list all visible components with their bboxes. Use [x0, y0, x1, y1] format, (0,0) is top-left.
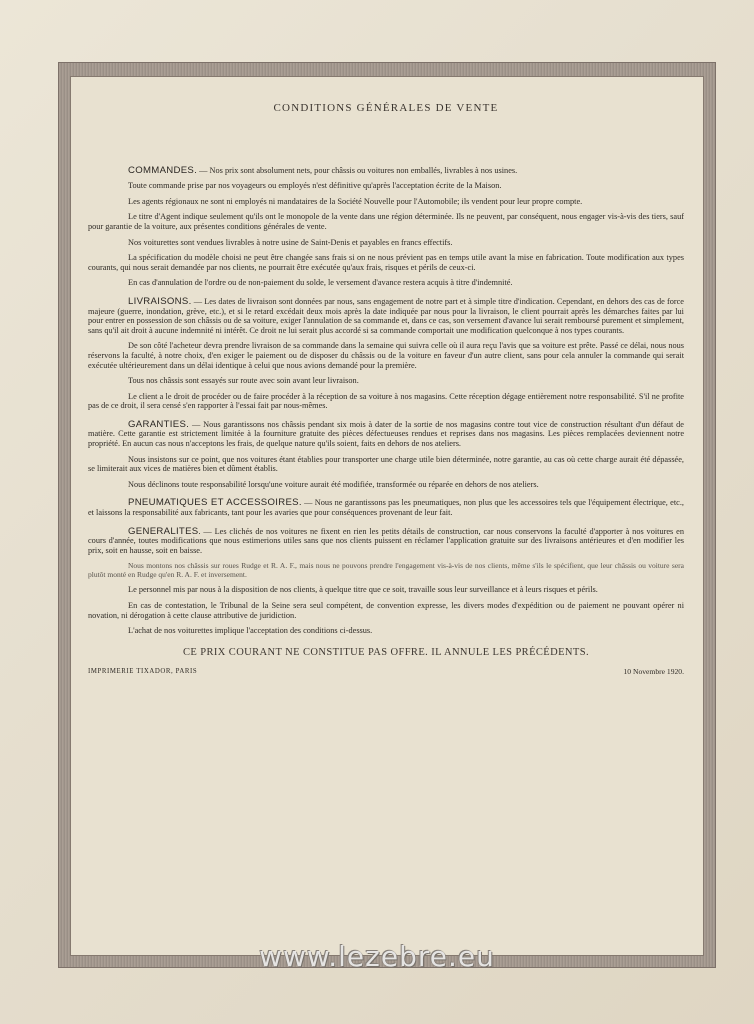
paragraph-text: Le personnel mis par nous à la disposition de nos clients, à quelque titre que ce soit, travaille sous leur surveillance et à leurs risques et périls.	[128, 585, 598, 595]
section-heading: LIVRAISONS.	[128, 295, 192, 307]
paragraph-text: — Nos prix sont absolument nets, pour châssis ou voitures non emballés, livrables à nos usines.	[197, 165, 518, 175]
paragraph-text: Nous insistons sur ce point, que nos voitures étant établies pour transporter une charge utile bien déterminée, notre garantie, au cas où cette charge aurait été dépassée, se limiterait aux vices de matières bien et dûment établis.	[88, 454, 684, 474]
paragraph	[88, 601, 684, 620]
paragraph-text: Le titre d'Agent indique seulement qu'ils ont le monopole de la vente dans une région déterminée. Ils ne peuvent, par conséquent, nous engager vis-à-vis des tiers, sauf pour garantie de la voiture, aux présentes conditions générales de vente.	[88, 212, 684, 231]
paragraph	[88, 376, 684, 386]
paragraph-text: La spécification du modèle choisi ne peut être changée sans frais si on ne nous prévient pas en temps utile avant la mise en fabrication. Toute modification aux types courants, qui nous serait demandée par nos clients, ne pourrait être exécutée qu'aux frais, risques et périls de ceux-ci.	[88, 253, 684, 272]
paragraph	[88, 561, 684, 579]
printer-credit: IMPRIMERIE TIXADOR, PARIS	[88, 668, 198, 676]
paragraph-list	[88, 166, 684, 636]
paragraph	[88, 212, 684, 231]
paragraph	[88, 278, 684, 288]
paragraph-text: . — Les clichés de nos voitures ne fixent en rien les petits détails de construction, car nous conservons la faculté d'apporter à nos voitures en cours d'année, toutes modifications que nous estimerions utiles sans que nos clients puissent en réclamer l'application gratuite sur des livraisons antérieures et d'en modifier les prix, soit en hausse, soit en baisse.	[88, 526, 684, 555]
paragraph-text: Nous montons nos châssis sur roues Rudge et R. A. F., mais nous ne pouvons prendre l'engagement vis-à-vis de nos clients, même s'ils le spécifient, que leur châssis ou voiture sera plutôt monté en Rudge qu'en R. A. F. et inversement.	[88, 561, 684, 580]
footer-row	[88, 667, 684, 677]
paragraph	[88, 392, 684, 411]
section-heading: GENERALITES	[128, 525, 199, 537]
paragraph-text: — Nous garantissons nos châssis pendant six mois à dater de la sortie de nos magasins contre tout vice de construction résultant d'un défaut de matière. Cette garantie est strictement limitée à la fourniture gratuite des pièces défectueuses rendues et reprises dans nos magasins. Les pièces remplacées deviennent notre propriété. En aucun cas nous n'acceptons les frais, de quelque nature qu'ils soient, faits en dehors de nos ateliers.	[88, 419, 684, 449]
paragraph	[88, 455, 684, 474]
paragraph	[88, 420, 684, 449]
document-body	[88, 96, 684, 958]
paragraph	[88, 197, 684, 207]
section-heading: PNEUMATIQUES ET ACCESSOIRES.	[128, 497, 302, 509]
paragraph	[88, 527, 684, 556]
paragraph-text: De son côté l'acheteur devra prendre livraison de sa commande dans la semaine qui suivra celle où il aura reçu l'avis que sa voiture est prête. Passé ce délai, nous nous réservons la faculté, à notre choix, d'en exiger le paiement ou de disposer du châssis ou de la voiture en faveur d'un autre client, sans pour cela annuler la commande qui serait exécutée ultérieurement dans un délai identique à celui que nous avions demandé pour la première.	[88, 341, 684, 370]
website-watermark: www.lezebre.eu	[259, 940, 495, 973]
paragraph	[88, 238, 684, 248]
paragraph-text: — Les dates de livraison sont données par nous, sans engagement de notre part et à simple titre d'indication. Cependant, en dehors des cas de force majeure (guerre, inondation, grève, etc.), et si le retard excédait deux mois après la date indiquée par nous pour la livraison, le client pourrait après les démarches faites par lui pour entrer en possession de son châssis ou de sa voiture, exiger l'annulation de sa commande et, dans ce cas, son versement d'avance lui serait remboursé purement et simplement, sans qu'il ait droit à aucune indemnité ni intérêt. Ce droit ne lui serait plus accordé si sa commande comportait une modification quelconque à nos types courants.	[88, 296, 684, 335]
paragraph-text: Nos voiturettes sont vendues livrables à notre usine de Saint-Denis et payables en francs effectifs.	[128, 237, 453, 247]
page-title: CONDITIONS GÉNÉRALES DE VENTE	[273, 102, 499, 114]
paragraph-text: Le client a le droit de procéder ou de faire procéder à la réception de sa voiture à nos magasins. Cette réception dégage entièrement notre responsabilité. S'il ne profite pas de ce droit, il sera censé s'en rapporter à l'essai fait par nous-mêmes.	[88, 391, 684, 411]
paragraph	[88, 253, 684, 272]
paragraph	[88, 341, 684, 370]
section-heading: GARANTIES.	[128, 418, 190, 430]
section-heading: COMMANDES.	[128, 164, 198, 176]
paragraph	[88, 297, 684, 335]
paragraph-text: Nous déclinons toute responsabilité lorsqu'une voiture aurait été modifiée, transformée ou réparée en dehors de nos ateliers.	[128, 479, 539, 489]
paragraph	[88, 181, 684, 191]
paragraph-text: L'achat de nos voiturettes implique l'acceptation des conditions ci-dessus.	[128, 626, 373, 636]
paragraph-text: Toute commande prise par nos voyageurs ou employés n'est définitive qu'après l'acceptation écrite de la Maison.	[128, 181, 502, 191]
paragraph-text: — Nous ne garantissons pas les pneumatiques, non plus que les accessoires tels que l'équipement électrique, etc., et laissons la responsabilité aux fabricants, tant pour les avaries que pour conséquences provenant de leur fait.	[88, 498, 684, 518]
paragraph-text: En cas de contestation, le Tribunal de la Seine sera seul compétent, de convention expresse, les divers modes d'expédition ou de paiement ne pouvant opérer ni novation, ni dérogation à cette clause attributive de juridiction.	[88, 601, 684, 620]
price-list-notice: CE PRIX COURANT NE CONSTITUE PAS OFFRE. IL ANNULE LES PRÉCÉDENTS.	[183, 646, 589, 658]
paragraph	[88, 498, 684, 517]
paragraph	[88, 626, 684, 636]
paragraph-text: En cas d'annulation de l'ordre ou de non-paiement du solde, le versement d'avance restera acquis à titre d'indemnité.	[128, 278, 513, 288]
paragraph	[88, 585, 684, 595]
paragraph	[88, 480, 684, 490]
issue-date: 10 Novembre 1920.	[623, 667, 684, 677]
paragraph-text: Les agents régionaux ne sont ni employés ni mandataires de la Société Nouvelle pour l'Automobile; ils vendent pour leur propre compte.	[128, 196, 583, 206]
paragraph	[88, 166, 684, 176]
paragraph-text: Tous nos châssis sont essayés sur route avec soin avant leur livraison.	[128, 376, 359, 386]
